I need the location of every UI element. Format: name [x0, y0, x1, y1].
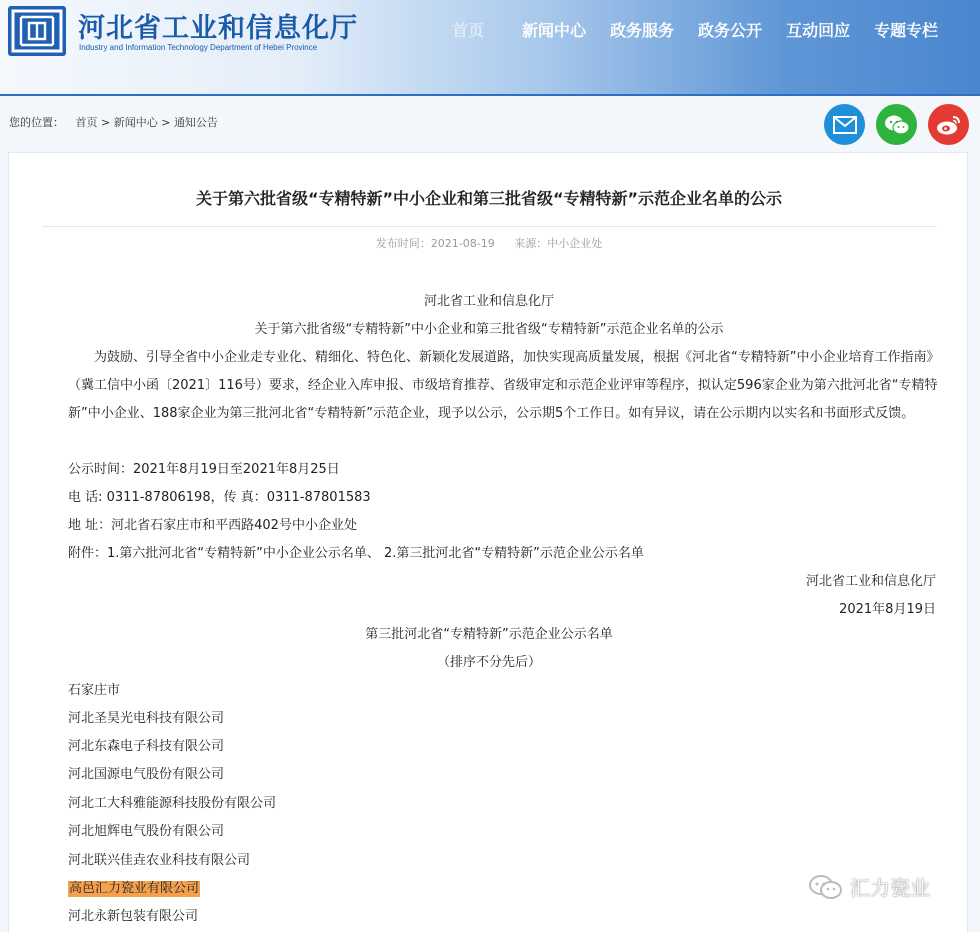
- notice-period: 公示时间：2021年8月19日至2021年8月25日: [68, 462, 340, 477]
- list-item: 河北圣昊光电科技有限公司: [68, 711, 225, 726]
- breadcrumb-separator: >: [101, 116, 111, 129]
- site-subtitle: Industry and Information Technology Department of Hebei Province: [79, 43, 318, 52]
- mail-icon: [833, 116, 857, 134]
- nav-home[interactable]: 首页: [452, 21, 485, 40]
- attachments-line[interactable]: 附件：1.第六批河北省“专精特新”中小企业公示名单、 2.第三批河北省“专精特新”示范企业公示名单: [68, 546, 644, 561]
- contact-address: 地 址：河北省石家庄市和平西路402号中小企业处: [68, 518, 357, 533]
- list-item: 河北旭辉电气股份有限公司: [68, 824, 225, 839]
- site-title[interactable]: 河北省工业和信息化厅: [78, 13, 358, 44]
- share-weibo-button[interactable]: [928, 104, 969, 145]
- nav-open-government[interactable]: 政务公开: [698, 21, 763, 40]
- site-logo[interactable]: [8, 6, 66, 56]
- nav-services[interactable]: 政务服务: [610, 21, 675, 40]
- watermark-text: 汇力瓷业: [850, 876, 930, 900]
- signature-org: 河北省工业和信息化厅: [805, 574, 936, 589]
- wechat-icon: [884, 114, 910, 136]
- breadcrumb-home[interactable]: 首页: [75, 116, 98, 129]
- breadcrumb-notices[interactable]: 通知公告: [173, 116, 218, 129]
- contact-phone: 电 话: 0311-87806198，传 真：0311-87801583: [68, 490, 371, 505]
- article-title: 关于第六批省级“专精特新”中小企业和第三批省级“专精特新”示范企业名单的公示: [195, 189, 783, 208]
- breadcrumb-news[interactable]: 新闻中心: [113, 116, 158, 129]
- breadcrumb: [9, 114, 218, 130]
- subject-heading: 关于第六批省级“专精特新”中小企业和第三批省级“专精特新”示范企业名单的公示: [254, 322, 724, 337]
- watermark: [808, 872, 930, 901]
- logo-emblem-icon: [8, 6, 66, 56]
- title-divider: [42, 226, 937, 227]
- weibo-icon: [936, 114, 962, 136]
- wechat-icon: [808, 873, 844, 901]
- main-nav: [440, 18, 938, 41]
- body-paragraph: 为鼓励、引导全省中小企业走专业化、精细化、特色化、新颖化发展道路，加快实现高质量发展，根据《河北省“专精特新”中小企业培育工作指南》（冀工信中小函〔2021〕116号）要求，经企业入库申报、市级培育推荐、省级审定和示范企业评审等程序，拟认定596家企业为第六批河北省“专精特新”中小企业、188家企业为第三批河北省“专精特新”示范企业，现予以公示，公示期5个工作日。如有异议，请在公示期内以实名和书面形式反馈。: [68, 350, 938, 421]
- site-header: [0, 0, 980, 96]
- nav-topics[interactable]: 专题专栏: [874, 21, 939, 40]
- share-mail-button[interactable]: [824, 104, 865, 145]
- article-source: 来源：中小企业处: [514, 237, 603, 250]
- list-title: 第三批河北省“专精特新”示范企业公示名单: [365, 627, 613, 642]
- signature-date: 2021年8月19日: [839, 602, 936, 617]
- article-meta: [0, 235, 978, 251]
- list-item: 河北联兴佳垚农业科技有限公司: [68, 853, 251, 868]
- issuer-heading: 河北省工业和信息化厅: [423, 294, 554, 309]
- list-note: （排序不分先后）: [436, 655, 541, 670]
- nav-interaction[interactable]: 互动回应: [786, 21, 851, 40]
- share-wechat-button[interactable]: [876, 104, 917, 145]
- publish-date: 发布时间：2021-08-19: [375, 237, 495, 250]
- list-item: 河北国源电气股份有限公司: [68, 767, 225, 782]
- list-item: 河北永新包装有限公司: [68, 909, 199, 924]
- nav-news[interactable]: 新闻中心: [522, 21, 587, 40]
- list-item: 河北东森电子科技有限公司: [68, 739, 225, 754]
- city-label: 石家庄市: [68, 683, 121, 698]
- article-card: [8, 152, 968, 932]
- list-item: 河北工大科雅能源科技股份有限公司: [68, 796, 277, 811]
- breadcrumb-separator: >: [161, 116, 171, 129]
- list-item-highlighted: 高邑汇力瓷业有限公司: [69, 881, 200, 896]
- breadcrumb-prefix: 您的位置：: [9, 116, 64, 129]
